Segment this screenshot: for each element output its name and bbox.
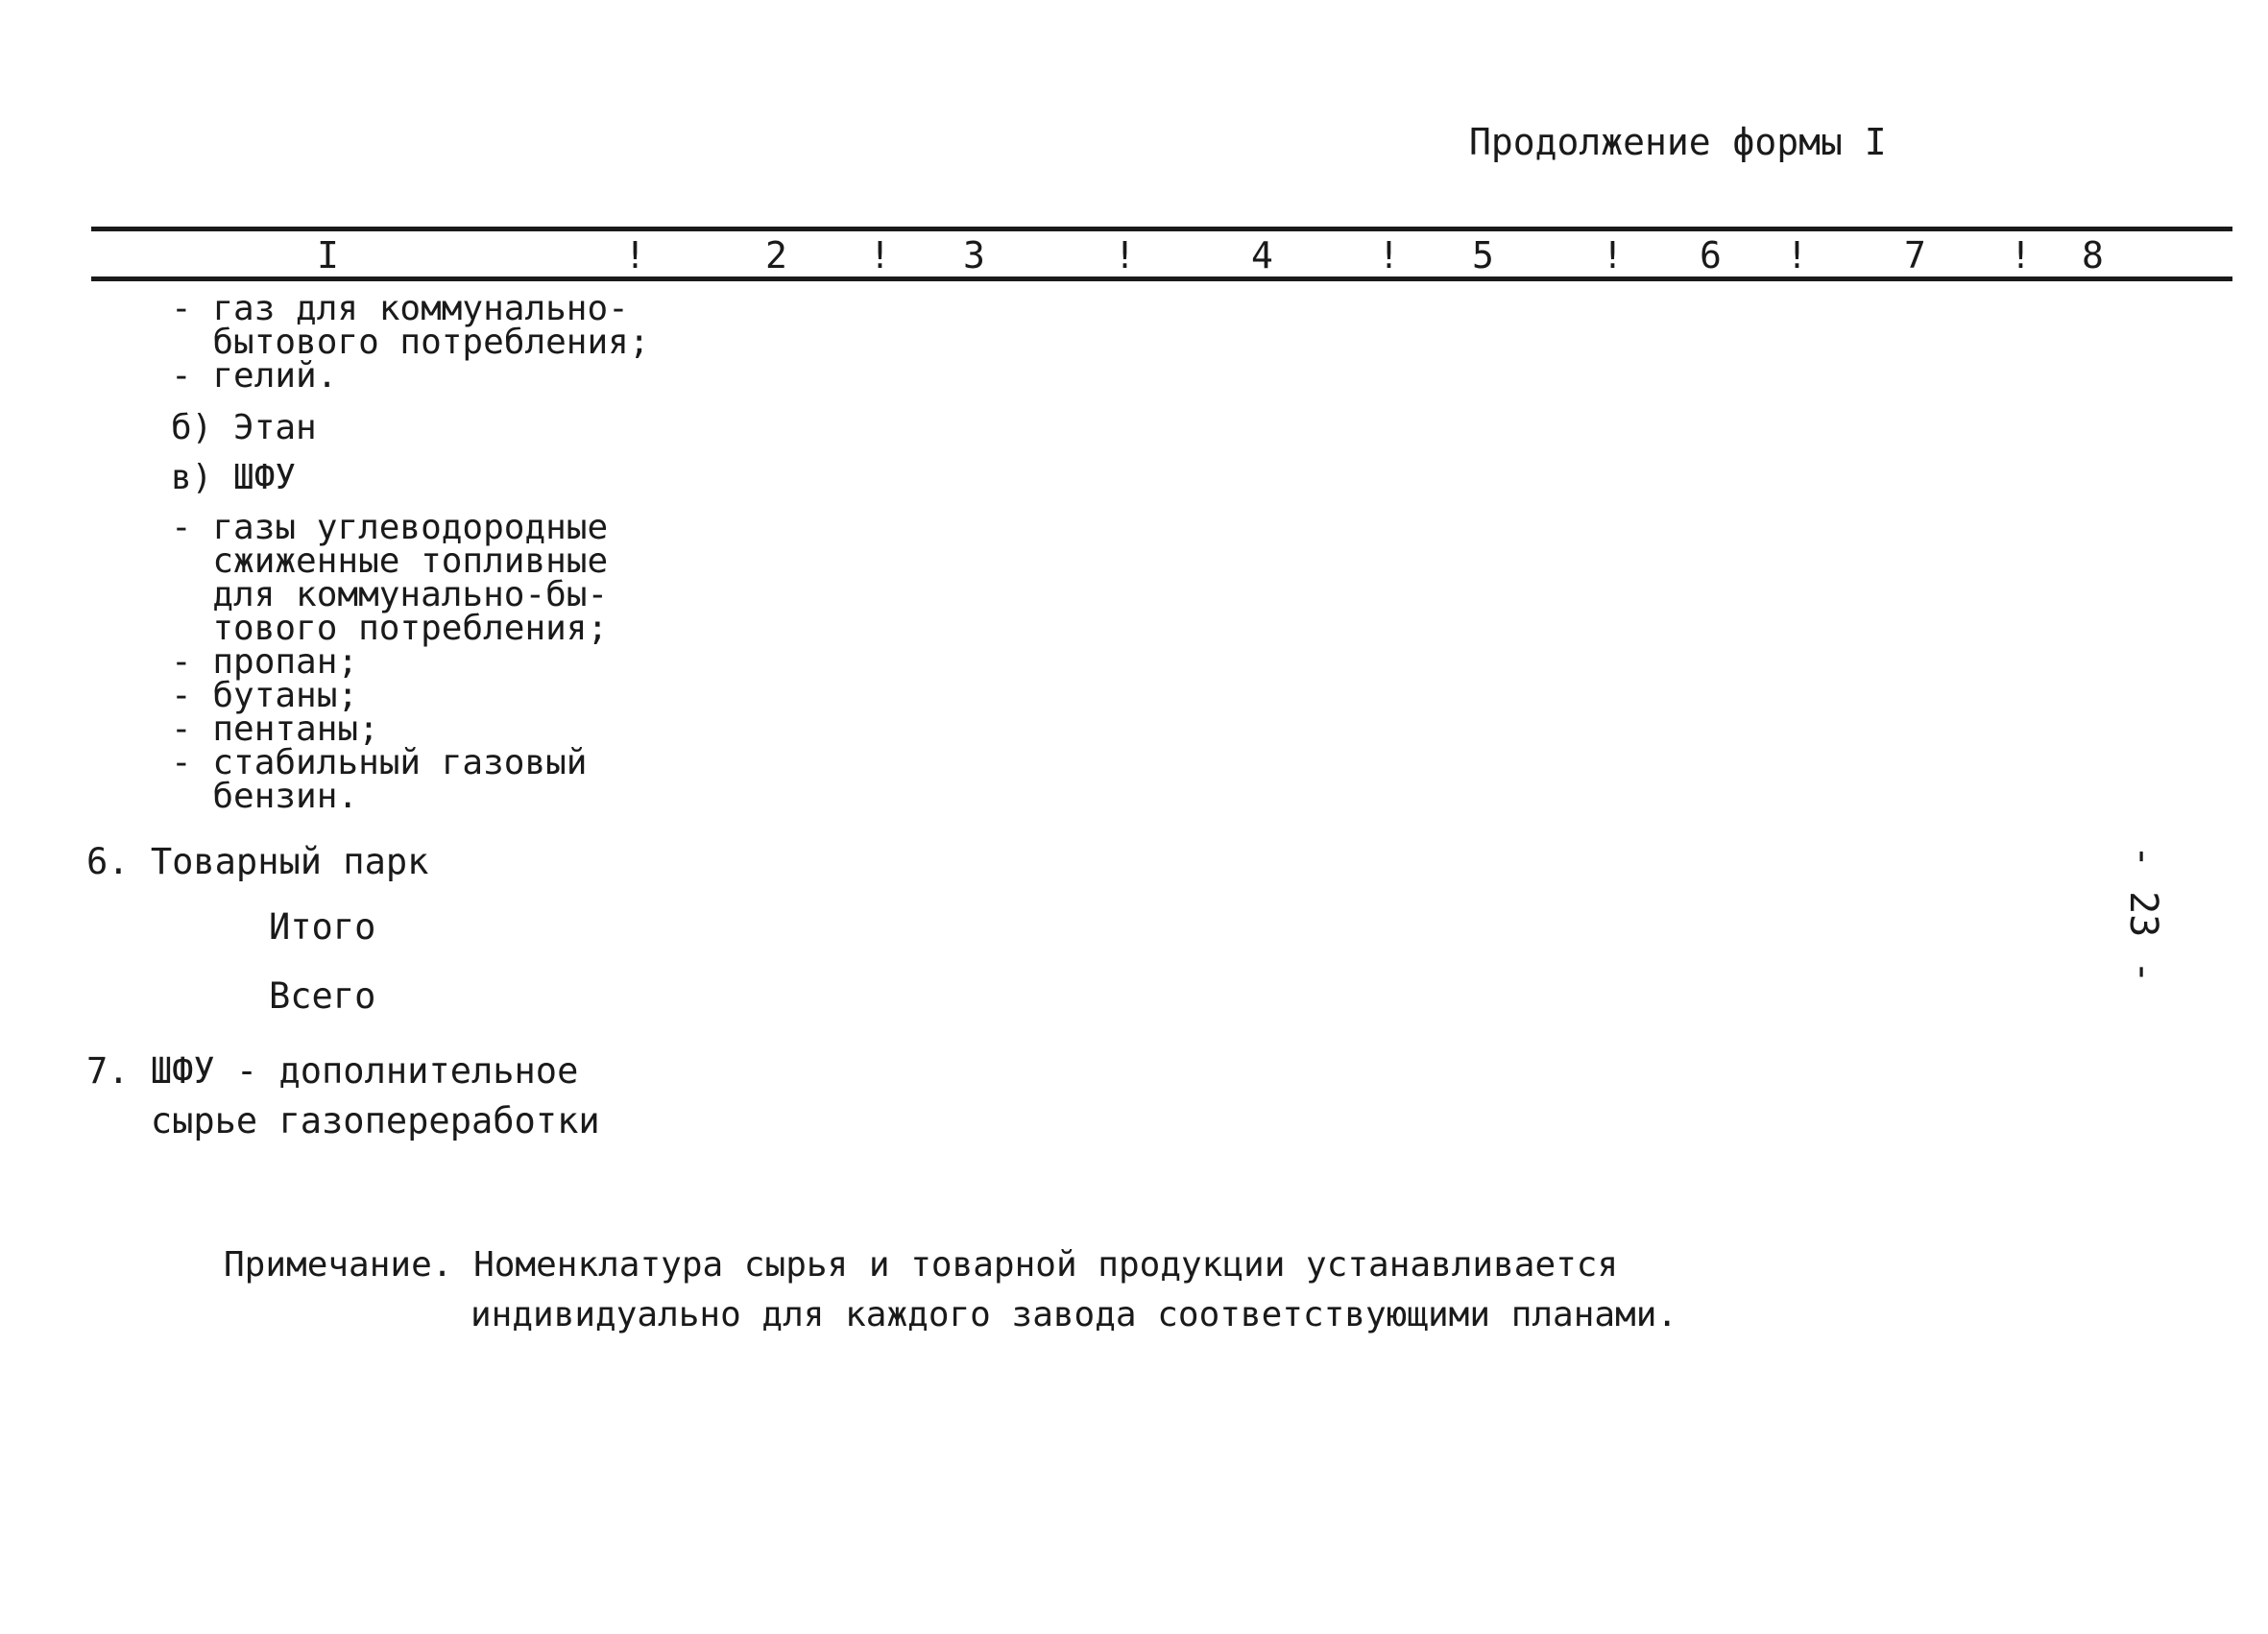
row-liquefied-gases: - газы углеводородные сжиженные топливные для коммунально-бы- тового потребления; - пропан; - бутаны; - пентаны; - стабильный газовый бензин. bbox=[171, 508, 609, 816]
row-ethane: б) Этан bbox=[171, 408, 317, 447]
column-number-4: 4 bbox=[1251, 234, 1273, 276]
column-number-3: 3 bbox=[963, 234, 985, 276]
row-total: Итого bbox=[269, 906, 376, 948]
table-top-rule bbox=[91, 227, 2232, 231]
column-number-5: 5 bbox=[1472, 234, 1494, 276]
column-number-6: 6 bbox=[1700, 234, 1722, 276]
column-number-2: 2 bbox=[765, 234, 787, 276]
column-number-7: 7 bbox=[1904, 234, 1926, 276]
column-separator: ! bbox=[2010, 234, 2032, 276]
column-separator: ! bbox=[624, 234, 646, 276]
row-household-gas-helium: - газ для коммунально- бытового потребления; - гелий. bbox=[171, 289, 650, 396]
page-number: - 23 - bbox=[2121, 845, 2165, 984]
column-number-8: 8 bbox=[2082, 234, 2104, 276]
column-separator: ! bbox=[1378, 234, 1400, 276]
table-header-rule bbox=[91, 276, 2232, 281]
column-number-1: I bbox=[317, 234, 339, 276]
row-shfu: в) ШФУ bbox=[171, 458, 297, 497]
note-line-2: индивидуально для каждого завода соответствующими планами. bbox=[470, 1295, 1678, 1334]
row-shfu-additional: 7. ШФУ - дополнительное сырье газопереработки bbox=[86, 1050, 600, 1141]
note-line-1: Примечание. Номенклатура сырья и товарной продукции устанавливается bbox=[224, 1245, 1619, 1285]
continuation-label: Продолжение формы I bbox=[1469, 121, 1887, 163]
row-commodity-park: 6. Товарный парк bbox=[86, 841, 429, 882]
column-separator: ! bbox=[1786, 234, 1808, 276]
column-separator: ! bbox=[1114, 234, 1136, 276]
column-separator: ! bbox=[1602, 234, 1624, 276]
row-grand-total: Всего bbox=[269, 975, 376, 1017]
column-separator: ! bbox=[869, 234, 891, 276]
